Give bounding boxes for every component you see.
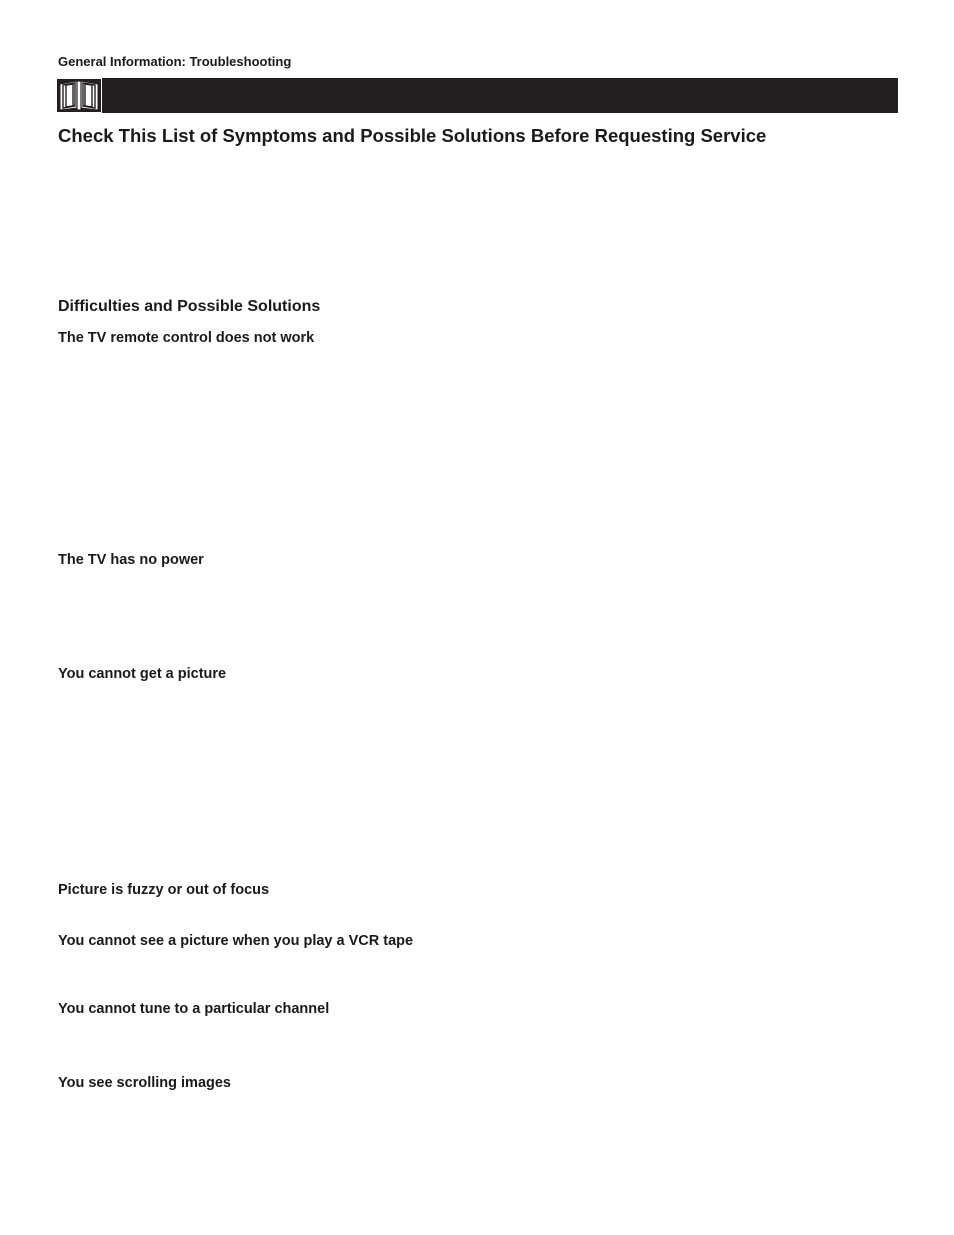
symptom-vcr-no-picture: You cannot see a picture when you play a VCR tape bbox=[58, 933, 414, 949]
section-label: General Information: Troubleshooting bbox=[58, 54, 292, 69]
symptom-remote-not-working: The TV remote control does not work bbox=[58, 330, 315, 346]
symptom-scrolling-images: You see scrolling images bbox=[58, 1075, 231, 1091]
difficulties-heading: Difficulties and Possible Solutions bbox=[58, 298, 321, 315]
open-book-icon bbox=[56, 78, 102, 113]
symptom-fuzzy-picture: Picture is fuzzy or out of focus bbox=[58, 882, 270, 898]
symptom-cannot-tune-channel: You cannot tune to a particular channel bbox=[58, 1001, 330, 1017]
page-title: Check This List of Symptoms and Possible Solutions Before Requesting Service bbox=[58, 125, 767, 146]
header-bar bbox=[56, 78, 898, 113]
symptom-no-power: The TV has no power bbox=[58, 552, 204, 568]
symptom-no-picture: You cannot get a picture bbox=[58, 666, 227, 682]
